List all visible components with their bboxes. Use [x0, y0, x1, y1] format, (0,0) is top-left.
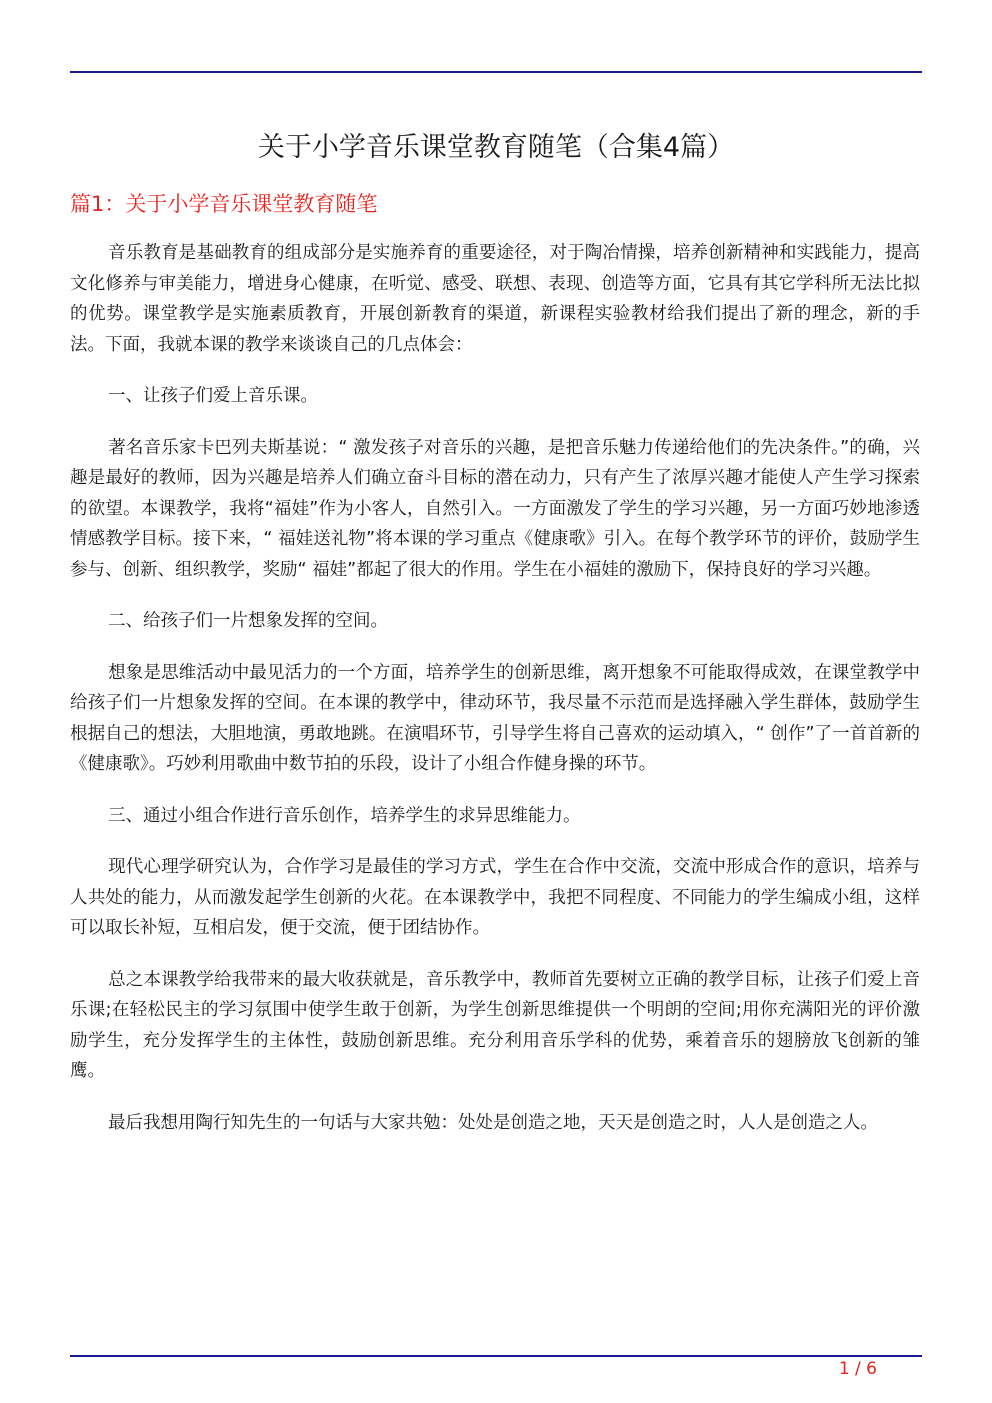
- section-heading: 篇1：关于小学音乐课堂教育随笔: [70, 192, 378, 216]
- subheading-paragraph: 三、通过小组合作进行音乐创作，培养学生的求异思维能力。: [108, 805, 581, 826]
- document-body: [70, 238, 920, 1159]
- body-paragraph: 音乐教育是基础教育的组成部分是实施养育的重要途径，对于陶冶情操，培养创新精神和实践能力，提高文化修养与审美能力，增进身心健康，在听觉、感受、联想、表现、创造等方面，它具有其它学科所无法比拟的优势。课堂教学是实施素质教育，开展创新教育的渠道，新课程实验教材给我们提出了新的理念，新的手法。下面，我就本课的教学来谈谈自己的几点体会：: [70, 243, 920, 355]
- header-rule: [70, 71, 922, 73]
- subheading-paragraph: 二、给孩子们一片想象发挥的空间。: [108, 611, 388, 631]
- body-paragraph: 总之本课教学给我带来的最大收获就是，音乐教学中，教师首先要树立正确的教学目标，让孩子们爱上音乐课;在轻松民主的学习氛围中使学生敢于创新，为学生创新思维提供一个明朗的空间;用你充满阳光的评价激励学生，充分发挥学生的主体性，鼓励创新思维。充分利用音乐学科的优势，乘着音乐的翅膀放飞创新的雏鹰。: [70, 969, 920, 1081]
- page-number: 1 / 6: [838, 1359, 877, 1379]
- body-paragraph: 想象是思维活动中最见活力的一个方面，培养学生的创新思维，离开想象不可能取得成效，在课堂教学中给孩子们一片想象发挥的空间。在本课的教学中，律动环节，我尽量不示范而是选择融入学生群体，鼓励学生根据自己的想法，大胆地演，勇敢地跳。在演唱环节，引导学生将自己喜欢的运动填入，“ 创作”了一首首新的《健康歌》。巧妙利用歌曲中数节拍的乐段，设计了小组合作健身操的环节。: [70, 662, 920, 774]
- footer-rule: [70, 1355, 922, 1357]
- body-paragraph: 著名音乐家卡巴列夫斯基说：“ 激发孩子对音乐的兴趣，是把音乐魅力传递给他们的先决条件。”的确，兴趣是最好的教师，因为兴趣是培养人们确立奋斗目标的潜在动力，只有产生了浓厚兴趣才能使人产生学习探索的欲望。本课教学，我将“福娃”作为小客人，自然引入。一方面激发了学生的学习兴趣，另一方面巧妙地渗透情感教学目标。接下来，“ 福娃送礼物”将本课的学习重点《健康歌》引入。在每个教学环节的评价，鼓励学生参与、创新、组织教学，奖励“ 福娃”都起了很大的作用。学生在小福娃的激励下，保持良好的学习兴趣。: [70, 437, 920, 580]
- subheading-paragraph: 一、让孩子们爱上音乐课。: [108, 386, 318, 406]
- body-paragraph: 最后我想用陶行知先生的一句话与大家共勉：处处是创造之地，天天是创造之时，人人是创造之人。: [108, 1112, 878, 1133]
- body-paragraph: 现代心理学研究认为，合作学习是最佳的学习方式，学生在合作中交流，交流中形成合作的意识，培养与人共处的能力，从而激发起学生创新的火花。在本课教学中，我把不同程度、不同能力的学生编成小组，这样可以取长补短，互相启发，便于交流，便于团结协作。: [70, 857, 920, 938]
- document-title: 关于小学音乐课堂教育随笔（合集4篇）: [257, 132, 735, 163]
